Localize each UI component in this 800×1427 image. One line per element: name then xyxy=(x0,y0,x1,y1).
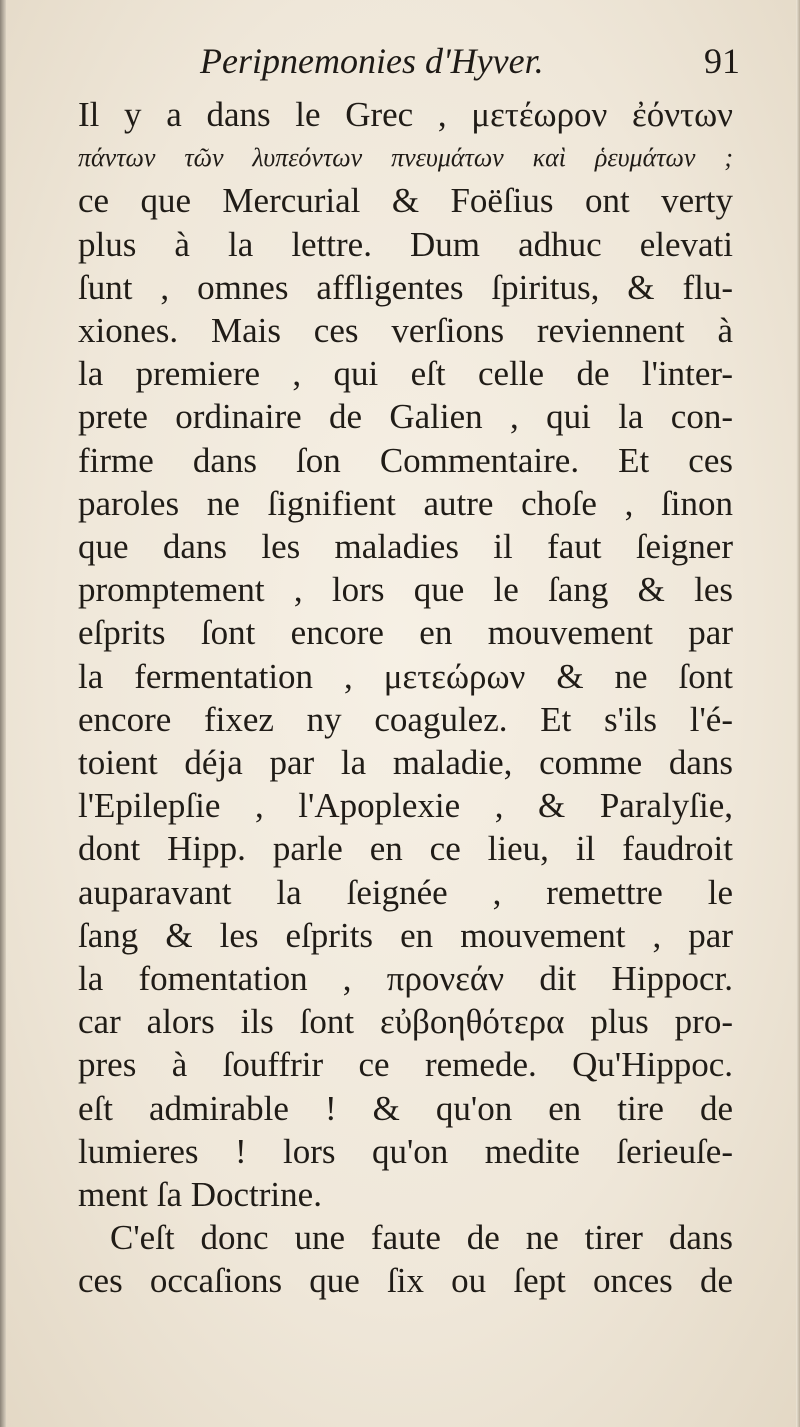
text-line: plus à la lettre. Dum adhuc elevati xyxy=(78,224,733,264)
text-line: toient déja par la maladie, comme dans xyxy=(78,743,733,783)
text-line: ſunt , omnes affligentes ſpiritus, & flu- xyxy=(78,267,733,307)
text-line: xiones. Mais ces verſions reviennent à xyxy=(78,311,733,351)
text-line: pres à ſouffrir ce remede. Qu'Hippoc. xyxy=(78,1045,733,1085)
text-line: encore fixez ny coagulez. Et s'ils l'é- xyxy=(78,699,733,739)
body-text xyxy=(78,93,733,1303)
text-line: auparavant la ſeignée , remettre le xyxy=(78,872,733,912)
text-line: πάντων τῶν λυπεόντων πνευμάτων καὶ ῥευμάτων ; xyxy=(78,143,733,173)
page-header xyxy=(80,40,740,90)
text-line: ſang & les eſprits en mouvement , par xyxy=(78,915,733,955)
text-line: la fomentation , προνεάν dit Hippocr. xyxy=(78,959,733,999)
page-number: 91 xyxy=(704,41,740,81)
text-line: la fermentation , μετεώρων & ne ſont xyxy=(78,656,733,696)
text-line: eſprits ſont encore en mouvement par xyxy=(78,613,733,653)
text-line: dont Hipp. parle en ce lieu, il faudroit xyxy=(78,829,733,869)
text-line: C'eſt donc une faute de ne tirer dans xyxy=(110,1218,733,1258)
text-line: lumieres ! lors qu'on medite ſerieuſe- xyxy=(78,1131,733,1171)
text-line: eſt admirable ! & qu'on en tire de xyxy=(78,1088,733,1128)
running-title: Peripnemonies d'Hyver. xyxy=(200,41,544,81)
text-line: car alors ils ſont εὐβοηθότερα plus pro- xyxy=(78,1002,733,1042)
page-left-edge xyxy=(0,0,6,1427)
text-line: ment ſa Doctrine. xyxy=(78,1175,322,1215)
text-line: l'Epilepſie , l'Apoplexie , & Paralyſie, xyxy=(78,786,733,826)
text-line: paroles ne ſignifient autre choſe , ſinon xyxy=(78,483,733,523)
text-line: promptement , lors que le ſang & les xyxy=(78,570,733,610)
text-line: prete ordinaire de Galien , qui la con- xyxy=(78,397,733,437)
text-line: ces occaſions que ſix ou ſept onces de xyxy=(78,1261,733,1301)
text-line: Il y a dans le Grec , μετέωρον ἐόντων xyxy=(78,95,733,134)
text-line: que dans les maladies il faut ſeigner xyxy=(78,527,733,567)
text-line: la premiere , qui eſt celle de l'inter- xyxy=(78,354,733,394)
page-right-edge xyxy=(796,0,800,1427)
text-line: firme dans ſon Commentaire. Et ces xyxy=(78,440,733,480)
text-line: ce que Mercurial & Foëſius ont verty xyxy=(78,181,733,221)
